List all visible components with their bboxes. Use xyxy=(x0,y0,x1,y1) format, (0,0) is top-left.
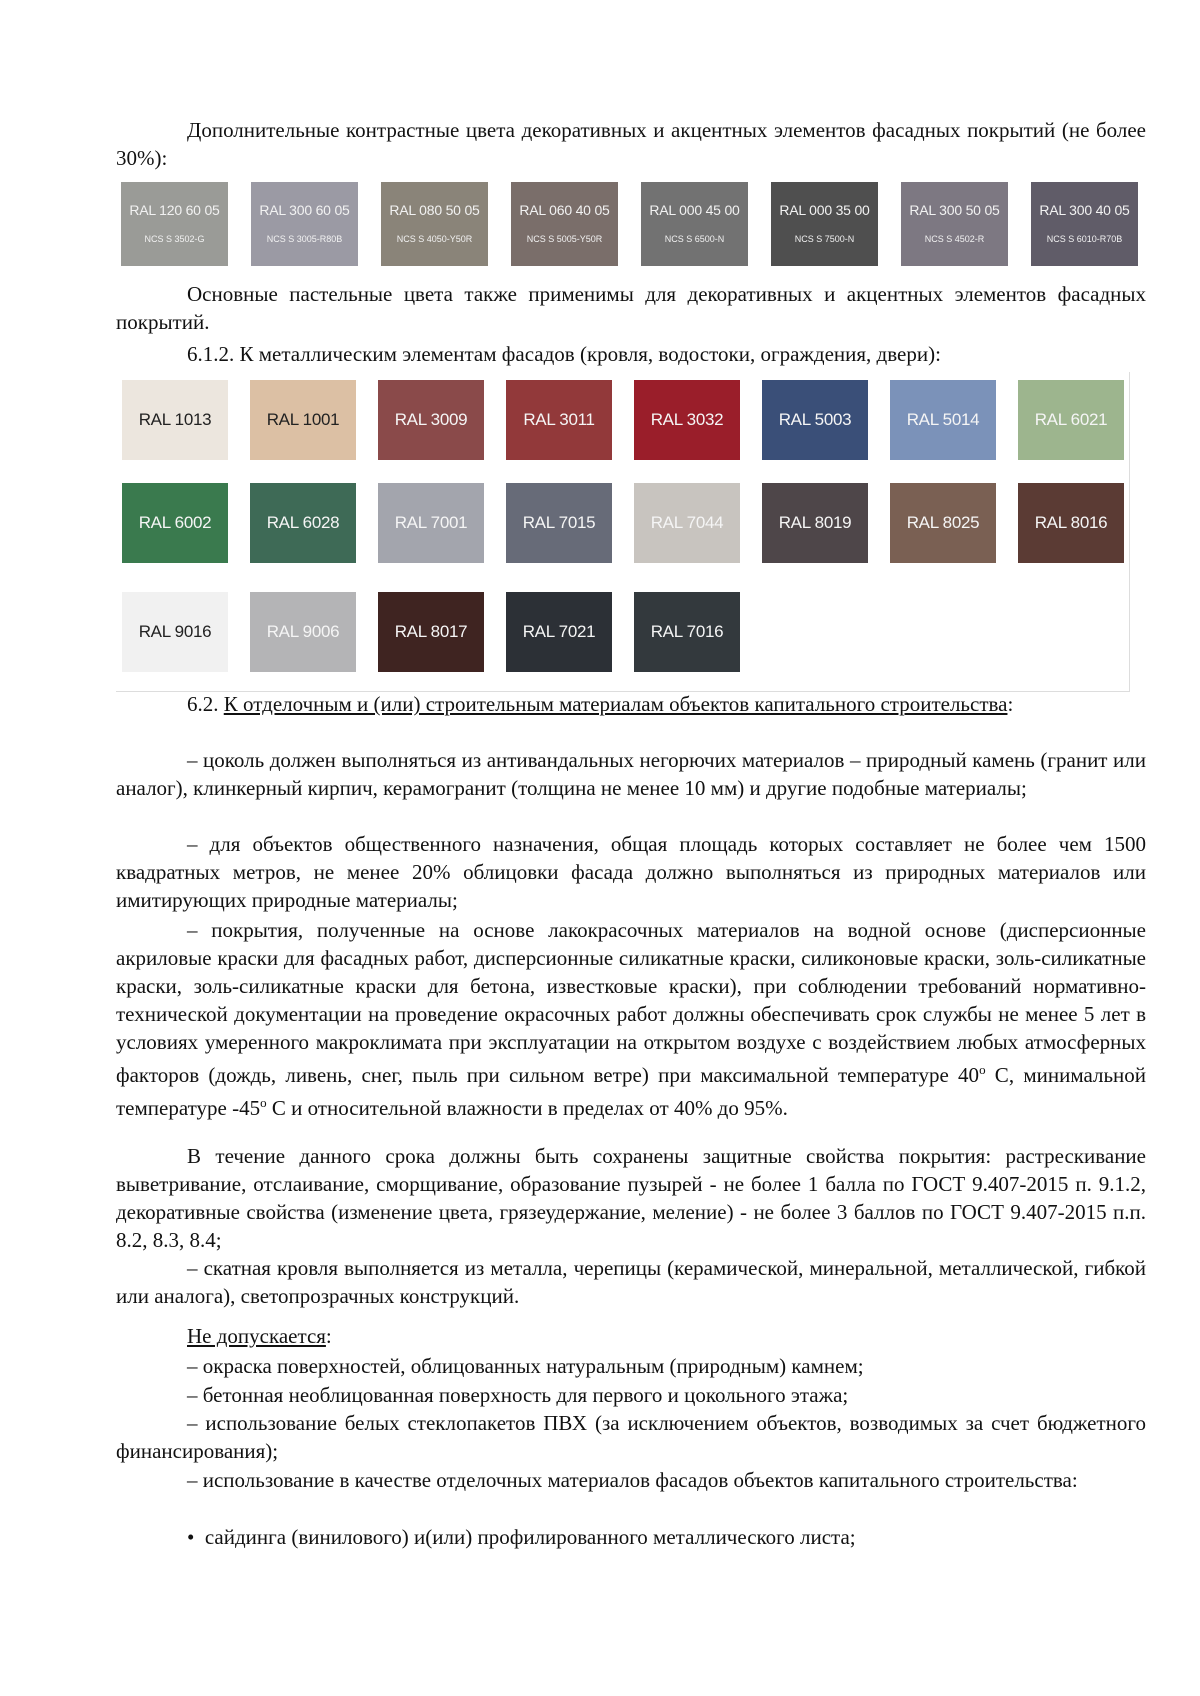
metal-color-swatch: RAL 1001 xyxy=(250,380,356,460)
contrast-swatch xyxy=(771,182,878,266)
contrast-swatch xyxy=(511,182,618,266)
metal-color-swatch: RAL 7015 xyxy=(506,483,612,563)
swatch-ral-code: RAL 000 35 00 xyxy=(779,202,870,218)
item-public-buildings: – для объектов общественного назначения, общая площадь которых составляет не более чем 1500 квадратных метров, не менее 20% облицовки фасада должно выполняться из природных материалов или имитирующих природные материалы; xyxy=(116,832,1146,912)
metal-color-swatch: RAL 3009 xyxy=(378,380,484,460)
swatch-ncs-code: NCS S 5005-Y50R xyxy=(526,234,603,244)
metal-color-swatch: RAL 8017 xyxy=(378,592,484,672)
swatch-ral-code: RAL 120 60 05 xyxy=(129,202,220,218)
paragraph-intro: Дополнительные контрастные цвета декоративных и акцентных элементов фасадных покрытий (не более 30%): xyxy=(116,118,1146,170)
not-allowed-item: – использование в качестве отделочных материалов фасадов объектов капитального строительства: xyxy=(187,1468,1078,1492)
contrast-swatch xyxy=(641,182,748,266)
swatch-ral-code: RAL 300 40 05 xyxy=(1039,202,1130,218)
swatch-ncs-code: NCS S 7500-N xyxy=(794,234,855,244)
metal-color-swatch: RAL 8019 xyxy=(762,483,868,563)
metal-color-swatch: RAL 3011 xyxy=(506,380,612,460)
swatch-ncs-code: NCS S 3005-R80B xyxy=(266,234,343,244)
contrast-swatch-row xyxy=(121,182,1146,266)
metal-color-swatch: RAL 8025 xyxy=(890,483,996,563)
metal-color-swatch: RAL 6028 xyxy=(250,483,356,563)
not-allowed-item: – окраска поверхностей, облицованных натуральным (природным) камнем; xyxy=(187,1354,864,1378)
metal-swatch-grid xyxy=(116,372,1130,692)
bullet-item-siding: • сайдинга (винилового) и(или) профилированного металлического листа; xyxy=(187,1525,856,1549)
metal-color-swatch: RAL 1013 xyxy=(122,380,228,460)
section-6-2-title: К отделочным и (или) строительным материалам объектов капитального строительства xyxy=(223,692,1008,716)
contrast-swatch xyxy=(381,182,488,266)
metal-color-swatch: RAL 6021 xyxy=(1018,380,1124,460)
metal-color-swatch: RAL 9006 xyxy=(250,592,356,672)
metal-color-swatch: RAL 5014 xyxy=(890,380,996,460)
metal-color-swatch: RAL 7016 xyxy=(634,592,740,672)
item-pitched-roof: – скатная кровля выполняется из металла, черепицы (керамической, минеральной, металлической, гибкой или аналога), светопрозрачных конструкций. xyxy=(116,1256,1146,1308)
swatch-ral-code: RAL 080 50 05 xyxy=(389,202,480,218)
item-coatings: – покрытия, полученные на основе лакокрасочных материалов на водной основе (дисперсионные акриловые краски для фасадных работ, дисперсионные силикатные краски, силиконовые краски, золь-силикатные краски, золь-силикатные краски для бетона, известковые краски), при соблюдении требований нормативно-технической документации на проведение окрасочных работ должны обеспечивать срок службы не менее 5 лет в условиях умеренного макроклимата при эксплуатации на открытом воздухе с воздействием любых атмосферных факторов (дождь, ливень, снег, пыль при сильном ветре) при максимальной температуре $40^о$ С, минимальной температуре $-45^о$ С и относительной влажности в пределах от 40% до 95%. xyxy=(116,918,1147,1120)
swatch-ral-code: RAL 000 45 00 xyxy=(649,202,740,218)
swatch-ral-code: RAL 300 50 05 xyxy=(909,202,1000,218)
swatch-ral-code: RAL 060 40 05 xyxy=(519,202,610,218)
metal-color-swatch: RAL 6002 xyxy=(122,483,228,563)
not-allowed-item: – использование белых стеклопакетов ПВХ (за исключением объектов, возводимых за счет бюджетного финансирования); xyxy=(116,1411,1146,1463)
not-allowed-heading: Не допускается: xyxy=(187,1324,332,1348)
section-6-2-heading: 6.2. К отделочным и (или) строительным материалам объектов капитального строительства: xyxy=(187,692,1014,716)
metal-color-swatch: RAL 8016 xyxy=(1018,483,1124,563)
paragraph-service-period: В течение данного срока должны быть сохранены защитные свойства покрытия: растрескивание выветривание, отслаивание, сморщивание, образование пузырей - не более 1 балла по ГОСТ 9.407-2015 п. 9.1.2, декоративные свойства (изменение цвета, грязеудержание, меление) - не более 3 баллов по ГОСТ 9.407-2015 п.п. 8.2, 8.3, 8.4; xyxy=(116,1144,1146,1252)
contrast-swatch xyxy=(901,182,1008,266)
swatch-ncs-code: NCS S 3502-G xyxy=(144,234,205,244)
metal-color-swatch: RAL 9016 xyxy=(122,592,228,672)
contrast-swatch xyxy=(251,182,358,266)
paragraph-pastel: Основные пастельные цвета также применимы для декоративных и акцентных элементов фасадных покрытий. xyxy=(116,282,1146,334)
swatch-ncs-code: NCS S 4050-Y50R xyxy=(396,234,473,244)
swatch-ncs-code: NCS S 6500-N xyxy=(664,234,725,244)
metal-color-swatch: RAL 5003 xyxy=(762,380,868,460)
metal-color-swatch: RAL 7021 xyxy=(506,592,612,672)
metal-color-swatch: RAL 3032 xyxy=(634,380,740,460)
swatch-ncs-code: NCS S 4502-R xyxy=(924,234,985,244)
contrast-swatch xyxy=(1031,182,1138,266)
swatch-ral-code: RAL 300 60 05 xyxy=(259,202,350,218)
heading-metal-elements: 6.1.2. К металлическим элементам фасадов (кровля, водостоки, ограждения, двери): xyxy=(187,342,941,366)
not-allowed-item: – бетонная необлицованная поверхность для первого и цокольного этажа; xyxy=(187,1383,849,1407)
bullet-mark: • xyxy=(187,1525,195,1549)
item-plinth: – цоколь должен выполняться из антивандальных негорючих материалов – природный камень (гранит или аналог), клинкерный кирпич, керамогранит (толщина не менее 10 мм) и другие подобные материалы; xyxy=(116,748,1146,800)
metal-color-swatch: RAL 7001 xyxy=(378,483,484,563)
swatch-ncs-code: NCS S 6010-R70B xyxy=(1046,234,1123,244)
contrast-swatch xyxy=(121,182,228,266)
metal-color-swatch: RAL 7044 xyxy=(634,483,740,563)
